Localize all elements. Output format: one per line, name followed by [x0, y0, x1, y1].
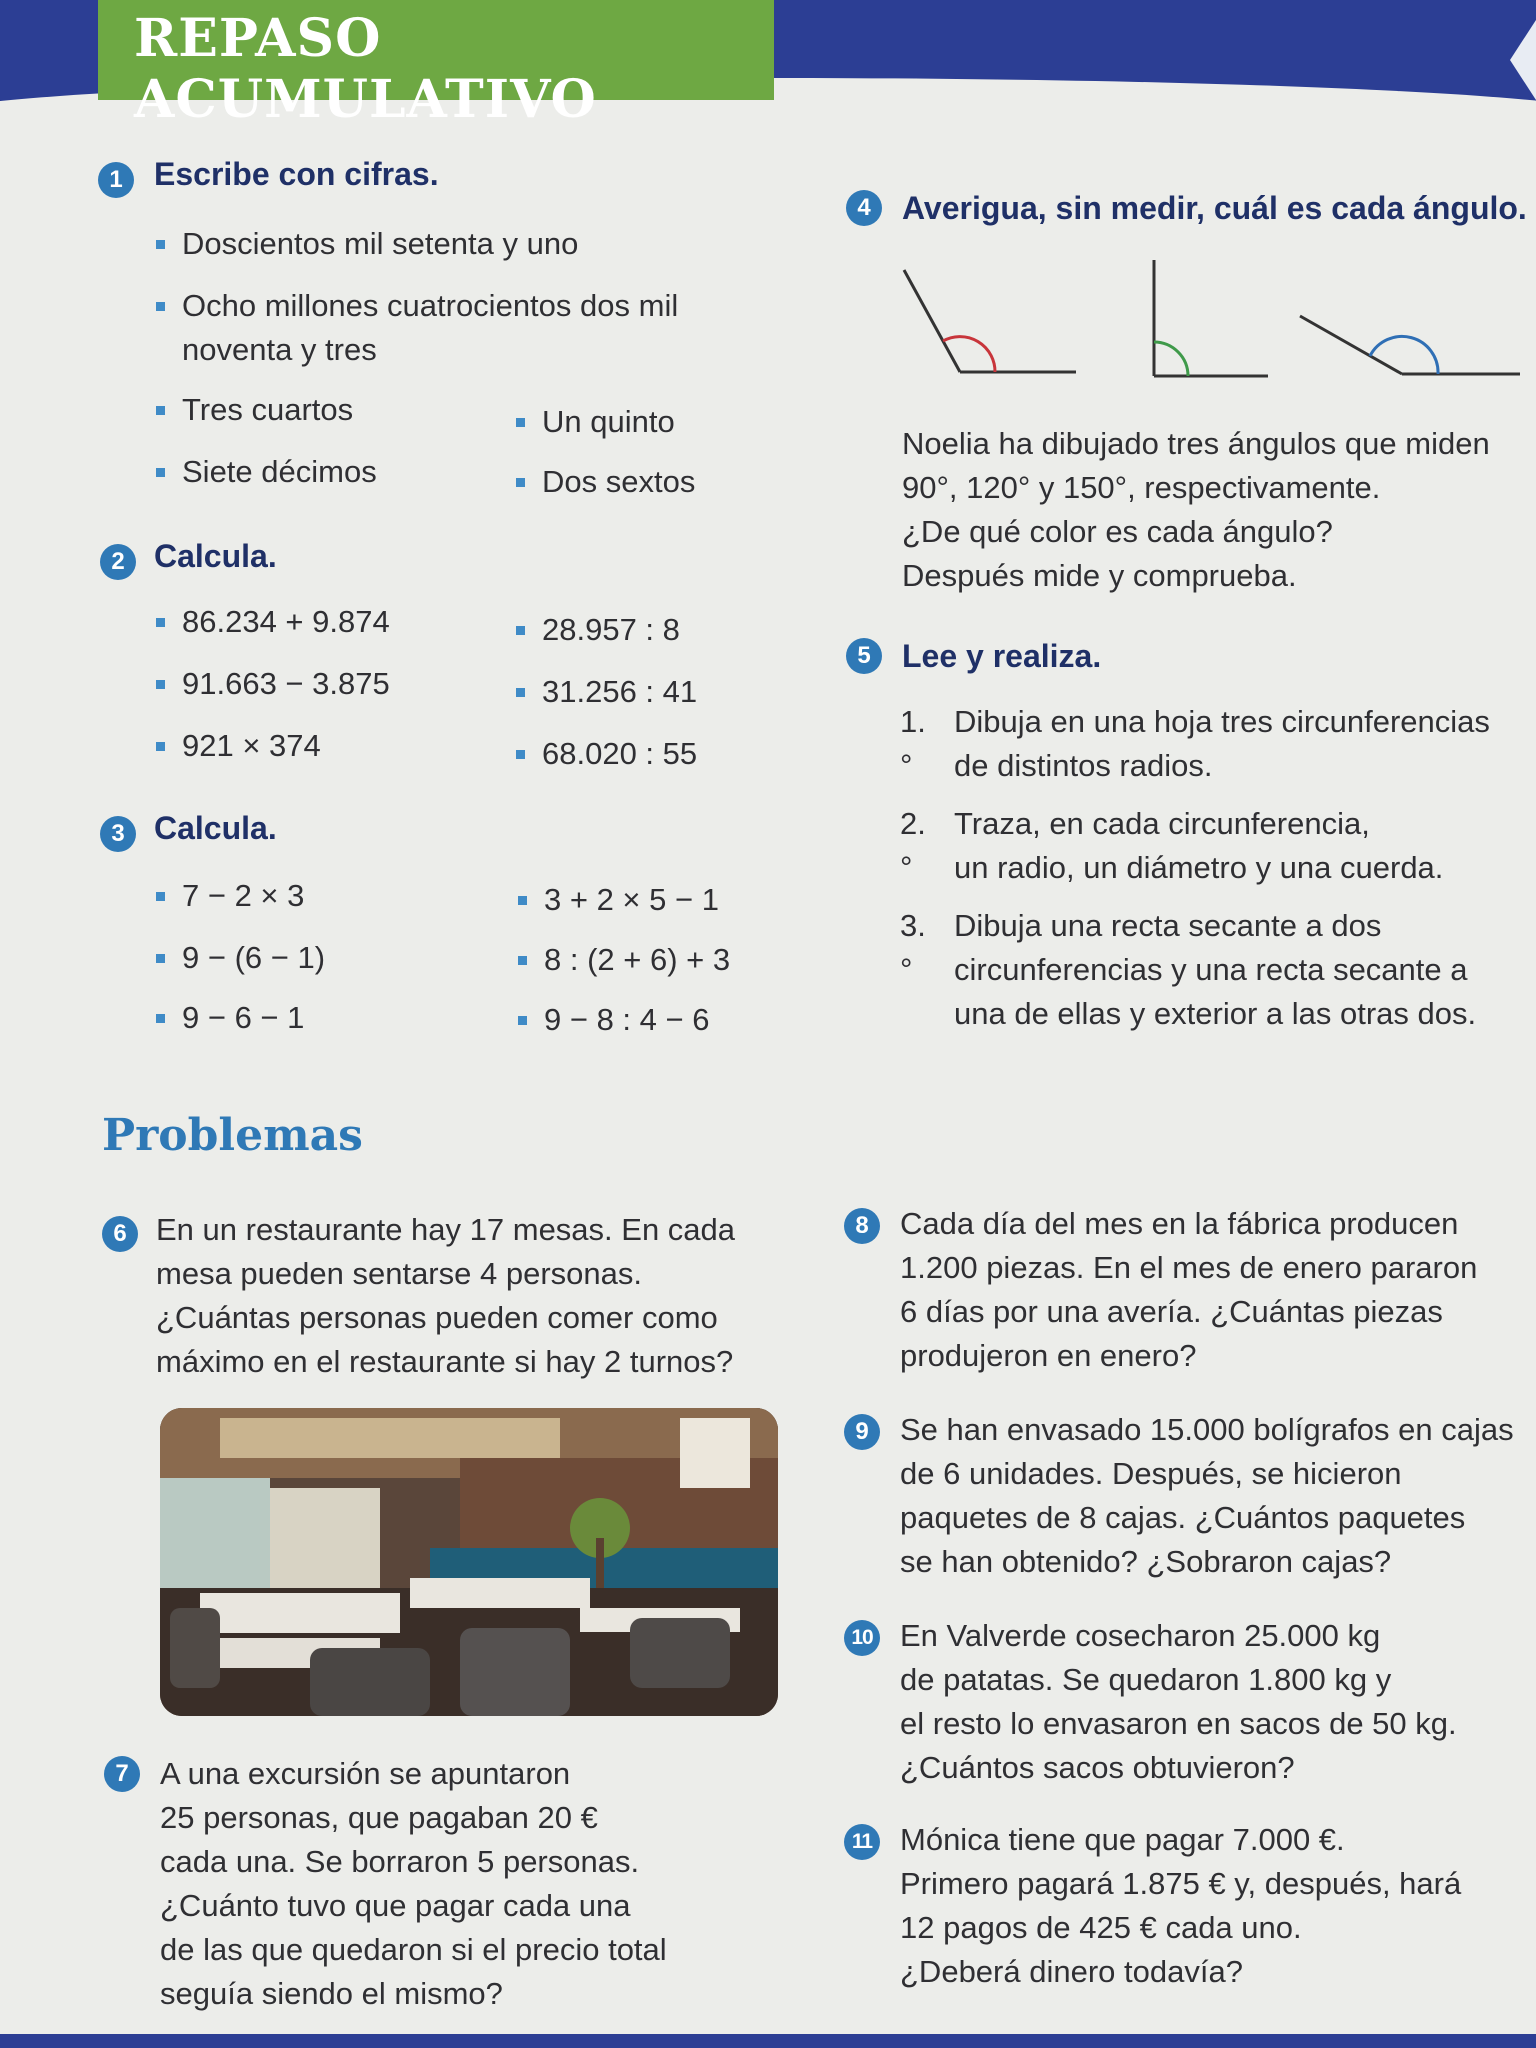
step-line: un radio, un diámetro y una cuerda.: [954, 850, 1444, 885]
problem-11-text: [900, 1818, 1520, 1994]
exercise-3-item: 3 + 2 × 5 − 1: [544, 878, 719, 922]
problem-line: máximo en el restaurante si hay 2 turnos?: [156, 1344, 734, 1379]
restaurant-photo: [160, 1408, 778, 1716]
problem-line: ¿Cuánto tuvo que pagar cada una: [160, 1888, 631, 1923]
problem-8-text: [900, 1202, 1520, 1378]
problem-line: 12 pagos de 425 € cada uno.: [900, 1910, 1302, 1945]
exercise-1-item: Dos sextos: [542, 460, 695, 504]
exercise-5-number: 5: [846, 638, 882, 674]
problem-7-text: [160, 1752, 760, 2016]
problem-line: se han obtenido? ¿Sobraron cajas?: [900, 1544, 1392, 1579]
problem-line: mesa pueden sentarse 4 personas.: [156, 1256, 642, 1291]
problem-line: ¿Deberá dinero todavía?: [900, 1954, 1243, 1989]
exercise-3-item: 7 − 2 × 3: [182, 874, 304, 918]
exercise-2-item: 91.663 − 3.875: [182, 662, 390, 706]
problem-line: de las que quedaron si el precio total: [160, 1932, 667, 1967]
exercise-1-item: Un quinto: [542, 400, 675, 444]
problem-line: En un restaurante hay 17 mesas. En cada: [156, 1212, 736, 1247]
problem-7-number: 7: [104, 1756, 140, 1792]
problem-line: Cada día del mes en la fábrica producen: [900, 1206, 1459, 1241]
problem-line: Mónica tiene que pagar 7.000 €.: [900, 1822, 1345, 1857]
step-number: 1.°: [900, 704, 926, 783]
problem-6-number: 6: [102, 1216, 138, 1252]
exercise-2-item: 31.256 : 41: [542, 670, 697, 714]
angle-90: [1154, 260, 1268, 376]
exercise-3-item: 9 − 6 − 1: [182, 996, 304, 1040]
exercise-2-item: 28.957 : 8: [542, 608, 680, 652]
problem-8-number: 8: [844, 1208, 880, 1244]
exercise-1-heading: Escribe con cifras.: [154, 156, 439, 192]
footer-band: [0, 2034, 1536, 2048]
exercise-4-text-line: ¿De qué color es cada ángulo?: [902, 514, 1333, 549]
problem-line: 1.200 piezas. En el mes de enero pararon: [900, 1250, 1478, 1285]
problem-line: paquetes de 8 cajas. ¿Cuántos paquetes: [900, 1500, 1466, 1535]
step-line: de distintos radios.: [954, 748, 1213, 783]
exercise-2-heading: Calcula.: [154, 538, 277, 574]
exercise-1-item: Doscientos mil setenta y uno: [182, 222, 578, 266]
problem-line: seguía siendo el mismo?: [160, 1976, 503, 2011]
exercise-2-number: 2: [100, 544, 136, 580]
problem-line: Primero pagará 1.875 € y, después, hará: [900, 1866, 1462, 1901]
title-tab: [98, 0, 774, 130]
problem-6-text: [156, 1208, 796, 1384]
exercise-1-number: 1: [98, 162, 134, 198]
problem-line: Se han envasado 15.000 bolígrafos en cajas: [900, 1412, 1514, 1447]
angles-figure: [890, 250, 1530, 390]
page-title: REPASO ACUMULATIVO: [134, 8, 597, 130]
problem-line: produjeron en enero?: [900, 1338, 1197, 1373]
problem-10-text: [900, 1614, 1520, 1790]
angle-150: [1300, 316, 1520, 374]
step-line: Traza, en cada circunferencia,: [954, 806, 1370, 841]
problems-heading: Problemas: [102, 1110, 363, 1161]
exercise-3-item: 9 − (6 − 1): [182, 936, 325, 980]
exercise-4-heading: Averigua, sin medir, cuál es cada ángulo.: [902, 190, 1527, 226]
exercise-4-text-line: Después mide y comprueba.: [902, 558, 1297, 593]
exercise-4-number: 4: [846, 190, 882, 226]
problem-line: de 6 unidades. Después, se hicieron: [900, 1456, 1402, 1491]
exercise-3-number: 3: [100, 816, 136, 852]
exercise-1-item: Siete décimos: [182, 450, 377, 494]
angle-120: [904, 270, 1076, 372]
problem-line: 6 días por una avería. ¿Cuántas piezas: [900, 1294, 1443, 1329]
exercise-3-item: 8 : (2 + 6) + 3: [544, 938, 730, 982]
problem-line: el resto lo envasaron en sacos de 50 kg.: [900, 1706, 1457, 1741]
step-number: 3.°: [900, 908, 926, 987]
step-line: una de ellas y exterior a las otras dos.: [954, 996, 1477, 1031]
step-line: Dibuja una recta secante a dos: [954, 908, 1382, 943]
step-number: 2.°: [900, 806, 926, 885]
step-line: circunferencias y una recta secante a: [954, 952, 1468, 987]
problem-11-number: 11: [844, 1824, 880, 1860]
exercise-1-item-continued: noventa y tres: [182, 332, 377, 367]
problem-line: En Valverde cosecharon 25.000 kg: [900, 1618, 1381, 1653]
exercise-2-item: 86.234 + 9.874: [182, 600, 390, 644]
exercise-4-text-line: Noelia ha dibujado tres ángulos que miden: [902, 426, 1490, 461]
exercise-5-heading: Lee y realiza.: [902, 638, 1102, 674]
problem-line: A una excursión se apuntaron: [160, 1756, 571, 1791]
exercise-1-item: Ocho millones cuatrocientos dos mil: [182, 284, 678, 328]
step-line: Dibuja en una hoja tres circunferencias: [954, 704, 1490, 739]
problem-line: ¿Cuántas personas pueden comer como: [156, 1300, 718, 1335]
problem-line: de patatas. Se quedaron 1.800 kg y: [900, 1662, 1392, 1697]
exercise-1-item: Tres cuartos: [182, 388, 353, 432]
exercise-2-item: 921 × 374: [182, 724, 321, 768]
problem-line: ¿Cuántos sacos obtuvieron?: [900, 1750, 1295, 1785]
problem-line: 25 personas, que pagaban 20 €: [160, 1800, 598, 1835]
problem-10-number: 10: [844, 1620, 880, 1656]
exercise-3-heading: Calcula.: [154, 810, 277, 846]
problem-9-text: [900, 1408, 1520, 1584]
exercise-2-item: 68.020 : 55: [542, 732, 697, 776]
exercise-4-text-line: 90°, 120° y 150°, respectivamente.: [902, 470, 1381, 505]
problem-line: cada una. Se borraron 5 personas.: [160, 1844, 640, 1879]
corner-arrow-icon: [1510, 20, 1536, 100]
problem-9-number: 9: [844, 1414, 880, 1450]
exercise-3-item: 9 − 8 : 4 − 6: [544, 998, 709, 1042]
